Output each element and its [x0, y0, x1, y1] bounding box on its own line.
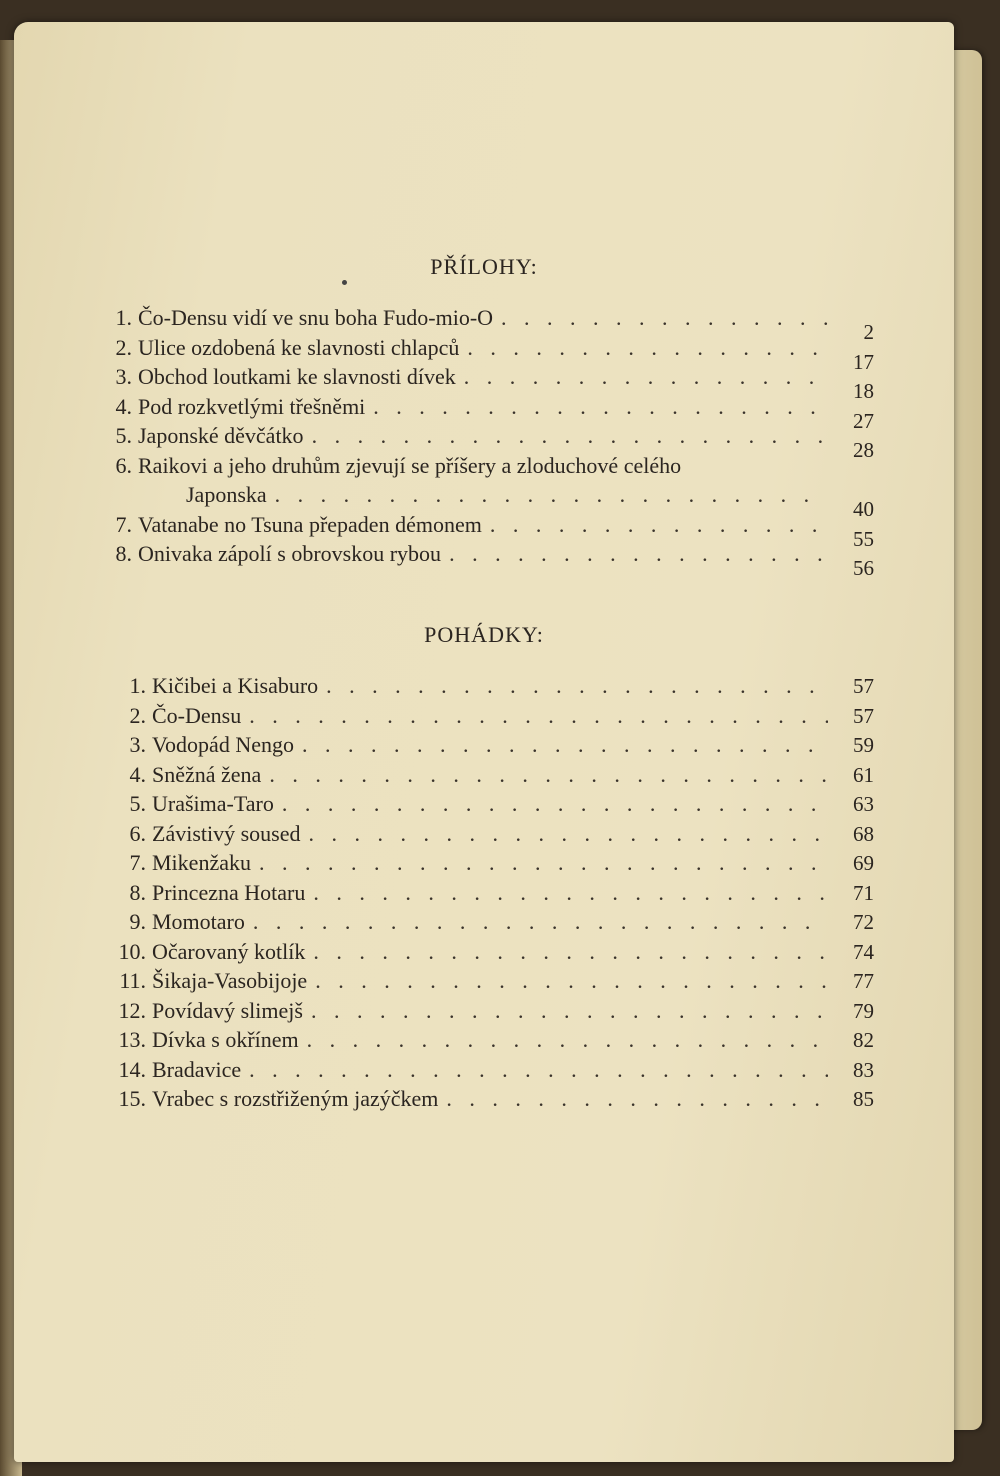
leader-dots [249, 702, 828, 732]
toc-entry [114, 511, 874, 551]
entry-title: Japonské děvčátko [138, 423, 304, 448]
entry-page: 77 [853, 969, 874, 993]
entry-title: Pod rozkvetlými třešněmi [138, 393, 366, 419]
entry-number: 1. [115, 305, 132, 330]
toc-entry [114, 304, 874, 344]
leader-dots [253, 908, 828, 938]
entry-title: Momotaro [152, 909, 245, 934]
toc-entry-continued [114, 481, 874, 521]
entry-title-continued: Japonska [186, 482, 267, 507]
entry-title: Závistivý soused [152, 820, 301, 846]
entry-number: 10. [118, 938, 146, 964]
toc-entry [114, 1085, 874, 1115]
entry-number: 4. [115, 393, 132, 419]
entry-page: 55 [853, 526, 874, 551]
entry-title: Raikovi a jeho druhům zjevují se příšery a zloduchové celého [138, 452, 682, 478]
entry-title: Kičibei a Kisaburo [152, 673, 319, 698]
leader-dots [490, 511, 828, 541]
entry-page: 82 [853, 1028, 874, 1052]
attachments-list [114, 304, 874, 580]
entry-number: 7. [115, 511, 132, 537]
leader-dots [373, 393, 828, 423]
entry-page: 71 [853, 880, 874, 905]
toc-entry [114, 452, 874, 482]
entry-page: 28 [853, 438, 874, 462]
toc-entry [114, 849, 874, 879]
entry-title: Mikenžaku [152, 850, 251, 875]
entry-number: 4. [129, 761, 146, 787]
entry-number: 3. [129, 732, 146, 757]
entry-title: Povídavý slimejš [152, 997, 303, 1023]
entry-page: 18 [853, 379, 874, 403]
leader-dots [467, 334, 828, 364]
toc-entry [114, 731, 874, 761]
toc-entry [114, 540, 874, 580]
entry-number: 8. [115, 541, 132, 566]
entry-title: Obchod loutkami ke slavnosti dívek [138, 364, 456, 389]
entry-page: 57 [853, 674, 874, 698]
entry-page: 59 [853, 733, 874, 757]
entry-page: 27 [853, 408, 874, 433]
entry-number: 7. [129, 850, 146, 875]
leader-dots [446, 1085, 828, 1115]
leader-dots [501, 304, 828, 334]
toc-entry [114, 672, 874, 702]
leader-dots [312, 422, 828, 452]
entry-title: Ulice ozdobená ke slavnosti chlapců [138, 334, 460, 360]
entry-number: 11. [119, 968, 146, 993]
entry-number: 6. [129, 820, 146, 846]
entry-title: Vatanabe no Tsuna přepaden démonem [138, 511, 482, 537]
entry-title: Princezna Hotaru [152, 879, 306, 905]
toc-entry [114, 997, 874, 1027]
entry-page: 56 [853, 556, 874, 580]
entry-title: Čo-Densu vidí ve snu boha Fudo-mio-O [138, 305, 494, 330]
leader-dots [315, 967, 828, 997]
toc-entry [114, 967, 874, 997]
leader-dots [464, 363, 828, 393]
entry-number: 5. [115, 423, 132, 448]
leader-dots [249, 1056, 828, 1086]
entry-number: 13. [118, 1027, 146, 1052]
attachments-heading: PŘÍLOHY: [430, 254, 538, 279]
toc-entry [114, 908, 874, 938]
leader-dots [326, 672, 828, 702]
entry-page: 17 [853, 349, 874, 374]
ink-dot [342, 280, 347, 285]
entry-number: 14. [118, 1056, 146, 1082]
toc-entry [114, 761, 874, 791]
entry-number: 3. [115, 364, 132, 389]
entry-number: 2. [115, 334, 132, 360]
entry-page: 68 [853, 821, 874, 846]
leader-dots [449, 540, 828, 570]
toc-entry [114, 422, 874, 462]
leader-dots [282, 790, 828, 820]
entry-number: 6. [115, 452, 132, 478]
entry-title: Sněžná žena [152, 761, 262, 787]
entry-page: 2 [863, 320, 874, 344]
leader-dots [309, 820, 829, 850]
entry-page: 40 [853, 497, 874, 521]
entry-number: 8. [129, 879, 146, 905]
toc-entry [114, 334, 874, 374]
entry-number: 2. [129, 702, 146, 728]
leader-dots [313, 938, 828, 968]
entry-number: 5. [129, 791, 146, 816]
entry-title: Onivaka zápolí s obrovskou rybou [138, 541, 442, 566]
toc-entry [114, 1056, 874, 1086]
tales-heading: POHÁDKY: [424, 622, 544, 647]
entry-title: Bradavice [152, 1056, 242, 1082]
entry-number: 1. [129, 673, 146, 698]
entry-title: Čo-Densu [152, 702, 242, 728]
entry-page: 69 [853, 851, 874, 875]
leader-dots [269, 761, 828, 791]
entry-page: 72 [853, 910, 874, 934]
entry-page: 85 [853, 1087, 874, 1111]
leader-dots [311, 997, 828, 1027]
entry-page: 57 [853, 703, 874, 728]
toc-entry [114, 820, 874, 850]
leader-dots [307, 1026, 828, 1056]
entry-number: 9. [129, 909, 146, 934]
entry-number: 15. [118, 1086, 146, 1111]
toc-entry [114, 393, 874, 433]
entry-title: Šikaja-Vasobijoje [152, 968, 308, 993]
toc-entry [114, 790, 874, 820]
toc-entry [114, 879, 874, 909]
entry-title: Vodopád Nengo [152, 732, 294, 757]
toc-entry [114, 363, 874, 403]
entry-page: 79 [853, 998, 874, 1023]
entry-title: Dívka s okřínem [152, 1027, 299, 1052]
entry-page: 61 [853, 762, 874, 787]
toc-entry [114, 938, 874, 968]
book-page [14, 22, 954, 1462]
toc-entry [114, 1026, 874, 1056]
leader-dots [259, 849, 828, 879]
entry-title: Urašima-Taro [152, 791, 274, 816]
tales-list [114, 672, 874, 1115]
entry-title: Vrabec s rozstřiženým jazýčkem [152, 1086, 439, 1111]
leader-dots [302, 731, 828, 761]
entry-number: 12. [118, 997, 146, 1023]
toc-entry [114, 702, 874, 732]
leader-dots [313, 879, 828, 909]
leader-dots [275, 481, 828, 511]
entry-page: 74 [853, 939, 874, 964]
entry-title: Očarovaný kotlík [152, 938, 306, 964]
entry-page: 63 [853, 792, 874, 816]
entry-page: 83 [853, 1057, 874, 1082]
